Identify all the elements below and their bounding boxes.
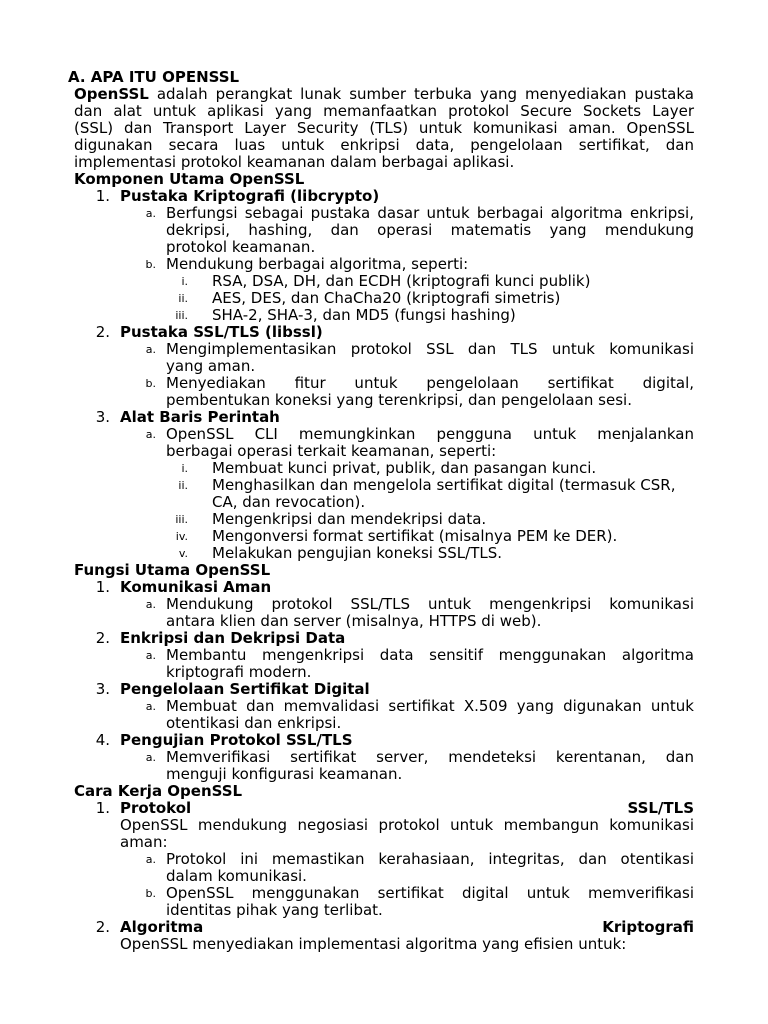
list-roman: iv.	[175, 530, 188, 543]
komponen-1b-i: RSA, DSA, DH, dan ECDH (kriptografi kunci publik)	[212, 272, 591, 290]
komponen-1b-ii: AES, DES, dan ChaCha20 (kriptografi simetris)	[212, 289, 561, 307]
list-number: 1.	[95, 799, 110, 817]
fungsi-3a-line-2: otentikasi dan enkripsi.	[166, 714, 342, 732]
list-number: 2.	[95, 323, 110, 341]
list-roman: i.	[181, 275, 188, 288]
komponen-3a-iii: Mengenkripsi dan mendekripsi data.	[212, 510, 487, 528]
list-letter: b.	[145, 377, 156, 390]
list-number: 4.	[95, 731, 110, 749]
list-letter: a.	[145, 343, 156, 356]
komponen-3a-v: Melakukan pengujian koneksi SSL/TLS.	[212, 544, 503, 562]
fungsi-2a-line-2: kriptografi modern.	[166, 663, 312, 681]
komponen-item-2-title: Pustaka SSL/TLS (libssl)	[120, 323, 323, 341]
cara-item-2-title-left: Algoritma	[120, 918, 204, 936]
komponen-2a-line-2: yang aman.	[166, 357, 256, 375]
intro-line-1: OpenSSL adalah perangkat lunak sumber terbuka yang menyediakan pustaka	[74, 85, 694, 103]
list-roman: ii.	[178, 292, 188, 305]
list-letter: a.	[145, 751, 156, 764]
komponen-1a-line-3: protokol keamanan.	[166, 238, 316, 256]
komponen-3a-i: Membuat kunci privat, publik, dan pasangan kunci.	[212, 459, 597, 477]
fungsi-item-3-title: Pengelolaan Sertifikat Digital	[120, 680, 370, 698]
komponen-1a-line-1: Berfungsi sebagai pustaka dasar untuk berbagai algoritma enkripsi,	[166, 204, 694, 222]
fungsi-item-1-title: Komunikasi Aman	[120, 578, 272, 596]
list-number: 2.	[95, 918, 110, 936]
fungsi-4a-line-2: menguji konfigurasi keamanan.	[166, 765, 403, 783]
list-roman: i.	[181, 462, 188, 475]
cara-1-body-line-1: OpenSSL mendukung negosiasi protokol untuk membangun komunikasi	[120, 816, 694, 834]
list-roman: iii.	[175, 309, 188, 322]
cara-2-body-line-1: OpenSSL menyediakan implementasi algoritma yang efisien untuk:	[120, 935, 627, 953]
fungsi-4a-line-1: Memverifikasi sertifikat server, mendeteksi kerentanan, dan	[166, 748, 694, 766]
cara-heading: Cara Kerja OpenSSL	[74, 782, 243, 800]
intro-line-4: digunakan secara luas untuk enkripsi data, pengelolaan sertifikat, dan	[74, 136, 694, 154]
komponen-3a-line-2: berbagai operasi terkait keamanan, seperti:	[166, 442, 497, 460]
komponen-3a-ii-line-2: CA, dan revocation).	[212, 493, 366, 511]
list-letter: b.	[145, 887, 156, 900]
intro-line-5: implementasi protokol keamanan dalam berbagai aplikasi.	[74, 153, 515, 171]
list-letter: a.	[145, 649, 156, 662]
intro-line-3: (SSL) dan Transport Layer Security (TLS) untuk komunikasi aman. OpenSSL	[74, 119, 694, 137]
fungsi-3a-line-1: Membuat dan memvalidasi sertifikat X.509 yang digunakan untuk	[166, 697, 694, 715]
komponen-3a-ii-line-1: Menghasilkan dan mengelola sertifikat digital (termasuk CSR,	[212, 476, 676, 494]
list-letter: a.	[145, 428, 156, 441]
fungsi-2a-line-1: Membantu mengenkripsi data sensitif menggunakan algoritma	[166, 646, 694, 664]
komponen-3a-line-1: OpenSSL CLI memungkinkan pengguna untuk menjalankan	[166, 425, 694, 443]
fungsi-item-4-title: Pengujian Protokol SSL/TLS	[120, 731, 353, 749]
list-letter: b.	[145, 258, 156, 271]
komponen-2a-line-1: Mengimplementasikan protokol SSL dan TLS untuk komunikasi	[166, 340, 694, 358]
list-letter: a.	[145, 207, 156, 220]
komponen-2b-line-2: pembentukan koneksi yang terenkripsi, dan pengelolaan sesi.	[166, 391, 632, 409]
list-letter: a.	[145, 598, 156, 611]
list-number: 3.	[95, 408, 110, 426]
komponen-1b-iii: SHA-2, SHA-3, dan MD5 (fungsi hashing)	[212, 306, 516, 324]
komponen-item-3-title: Alat Baris Perintah	[120, 408, 280, 426]
cara-1b-line-2: identitas pihak yang terlibat.	[166, 901, 383, 919]
cara-item-1-title-left: Protokol	[120, 799, 192, 817]
cara-item-1-title-right: SSL/TLS	[627, 799, 694, 817]
list-roman: v.	[178, 547, 188, 560]
list-number: 2.	[95, 629, 110, 647]
list-letter: a.	[145, 853, 156, 866]
fungsi-item-2-title: Enkripsi dan Dekripsi Data	[120, 629, 346, 647]
komponen-item-1-title: Pustaka Kriptografi (libcrypto)	[120, 187, 380, 205]
list-number: 3.	[95, 680, 110, 698]
openssl-term: OpenSSL	[74, 85, 149, 103]
komponen-heading: Komponen Utama OpenSSL	[74, 170, 305, 188]
komponen-1b-line-1: Mendukung berbagai algoritma, seperti:	[166, 255, 469, 273]
section-title: A. APA ITU OPENSSL	[68, 68, 240, 86]
cara-item-2-title-right: Kriptografi	[602, 918, 694, 936]
fungsi-1a-line-1: Mendukung protokol SSL/TLS untuk mengenkripsi komunikasi	[166, 595, 694, 613]
fungsi-heading: Fungsi Utama OpenSSL	[74, 561, 271, 579]
fungsi-1a-line-2: antara klien dan server (misalnya, HTTPS di web).	[166, 612, 542, 630]
cara-1b-line-1: OpenSSL menggunakan sertifikat digital untuk memverifikasi	[166, 884, 694, 902]
list-number: 1.	[95, 187, 110, 205]
komponen-2b-line-1: Menyediakan fitur untuk pengelolaan sertifikat digital,	[166, 374, 694, 392]
cara-1a-line-1: Protokol ini memastikan kerahasiaan, integritas, dan otentikasi	[166, 850, 694, 868]
cara-1-body-line-2: aman:	[120, 833, 168, 851]
komponen-3a-iv: Mengonversi format sertifikat (misalnya PEM ke DER).	[212, 527, 618, 545]
list-roman: ii.	[178, 479, 188, 492]
cara-1a-line-2: dalam komunikasi.	[166, 867, 307, 885]
list-number: 1.	[95, 578, 110, 596]
list-roman: iii.	[175, 513, 188, 526]
list-letter: a.	[145, 700, 156, 713]
komponen-1a-line-2: dekripsi, hashing, dan operasi matematis yang mendukung	[166, 221, 694, 239]
intro-line-2: dan alat untuk aplikasi yang memanfaatkan protokol Secure Sockets Layer	[74, 102, 694, 120]
